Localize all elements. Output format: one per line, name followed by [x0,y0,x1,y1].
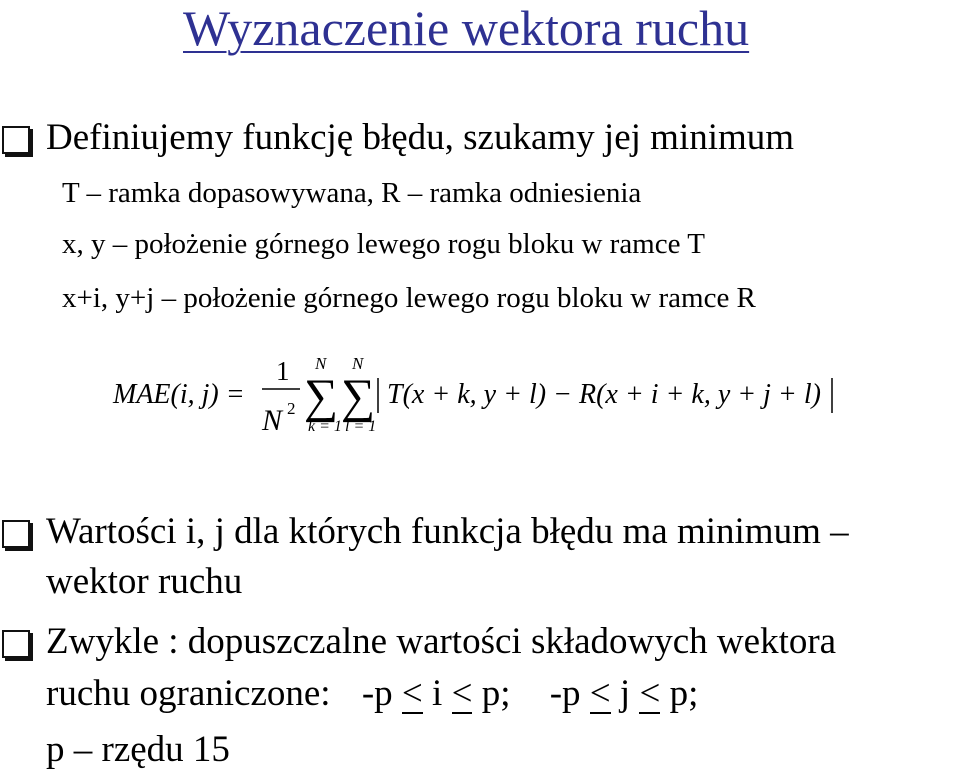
sub-line-frames: T – ramka dopasowywana, R – ramka odniesienia [62,177,642,209]
bullet-motion-vector-text: Wartości i, j dla których funkcja błędu ma minimum – [46,511,849,552]
constraint-j-upper: p; [669,673,699,714]
constraint-i: i [432,673,443,714]
constraint-i-upper: p; [481,673,511,714]
formula-lhs: MAE(i, j) = [113,379,245,410]
mae-formula [0,345,959,445]
sum1-sigma-icon: ∑ [304,370,339,423]
checkbox-bullet-icon [2,126,30,154]
sum2-lower: l = 1 [345,418,377,435]
constraint-label: ruchu ograniczone: [46,673,331,714]
constraint-i-lower: -p [361,673,393,714]
leq-symbol: < [451,673,473,714]
formula-body: T(x + k, y + l) − R(x + i + k, y + j + l) [387,379,821,410]
bullet-motion-vector-continued: wektor ruchu [46,561,243,602]
constraint-j-lower: -p [549,673,581,714]
leq-symbol: < [401,673,423,714]
sum2-upper: N [352,354,364,373]
formula-numerator: 1 [276,356,290,386]
sub-line-position-r: x+i, y+j – położenie górnego lewego rogu bloku w ramce R [62,282,756,314]
formula-exponent: 2 [287,399,296,418]
slide-title: Wyznaczenie wektora ruchu [183,0,750,56]
checkbox-bullet-icon [2,630,30,658]
sum2-sigma-icon: ∑ [341,370,376,423]
constraint-j: j [619,673,631,714]
sum1-upper: N [315,354,327,373]
sub-line-position-t: x, y – położenie górnego lewego rogu bloku w ramce T [62,228,705,260]
sum1-lower: k = 1 [308,418,342,435]
bullet-definition-text: Definiujemy funkcję błędu, szukamy jej minimum [46,117,795,158]
leq-symbol: < [589,673,611,714]
checkbox-bullet-icon [2,520,30,548]
leq-symbol: < [639,673,661,714]
note-p-order: p – rzędu 15 [46,729,230,770]
bullet-constraints-continued [46,672,698,716]
formula-denominator: N [262,404,283,437]
bullet-constraints-text: Zwykle : dopuszczalne wartości składowych wektora [46,621,837,662]
